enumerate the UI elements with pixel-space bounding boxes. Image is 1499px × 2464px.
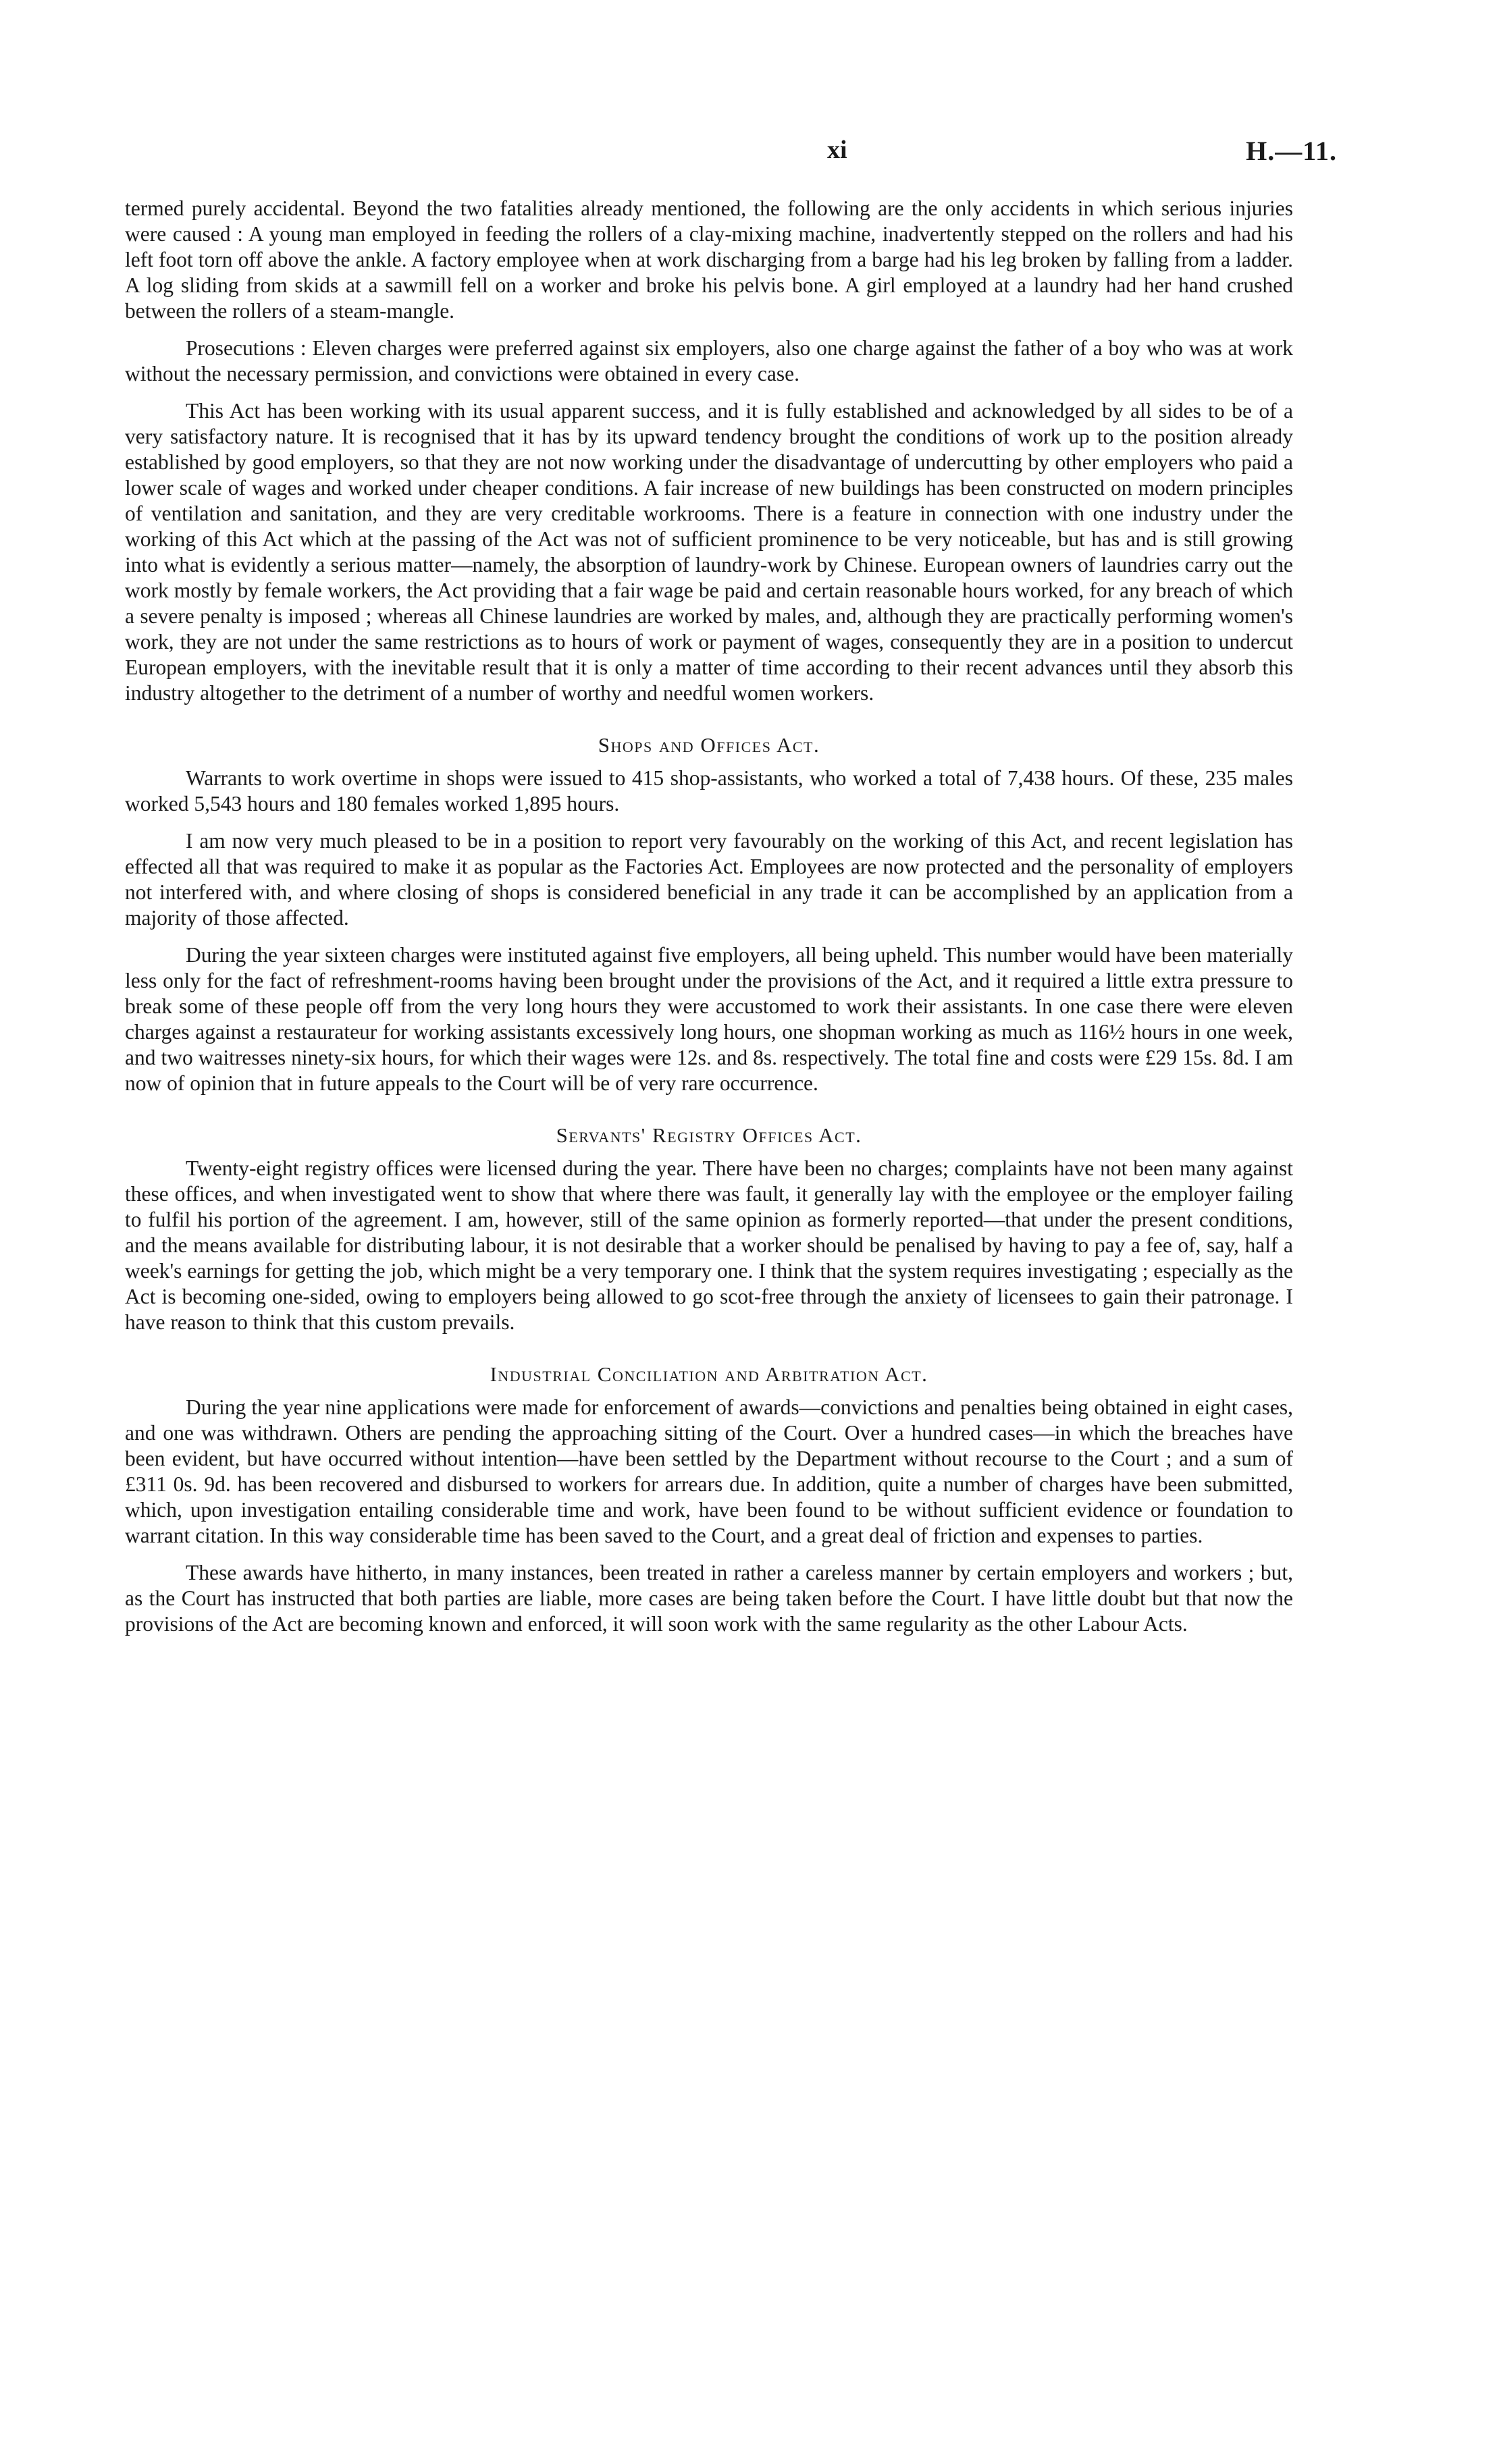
paragraph-act-working: This Act has been working with its usual apparent success, and it is fully established and acknowledged by all sides to be of a very satisfactory nature. It is recognised that it has by its upward tendency brought the conditions of work up to the position already established by good employers, so that they are not now working under the disadvantage of undercutting by other employers who paid a lower scale of wages and worked under cheaper conditions. A fair increase of new buildings has been constructed on modern principles of ventilation and sanitation, and they are very creditable workrooms. There is a feature in connection with one industry under the working of this Act which at the passing of the Act was not of sufficient prominence to be very noticeable, but has and is still growing into what is evidently a serious matter—namely, the absorption of laundry-work by Chinese. European owners of laundries carry out the work mostly by female workers, the Act providing that a fair wage be paid and certain reasonable hours worked, for any breach of which a severe penalty is imposed ; whereas all Chinese laundries are worked by males, and, although they are practically performing women's work, they are not under the same restrictions as to hours of work or payment of wages, consequently they are in a position to undercut European employers, with the inevitable result that it is only a matter of time according to their recent advances until they absorb this industry altogether to the detriment of a number of worthy and needful women workers. — [125, 399, 1293, 705]
paragraph-accidents-continued: termed purely accidental. Beyond the two fatalities already mentioned, the following are the only accidents in which serious injuries were caused : A young man employed in feeding the rollers of a clay-mixing machine, inadvertently stepped on the rollers and had his left foot torn off above the ankle. A factory employee when at work discharging from a barge had his leg broken by falling from a ladder. A log sliding from skids at a sawmill fell on a worker and broke his pelvis bone. A girl employed at a laundry had her hand crushed between the rollers of a steam-mangle. — [125, 196, 1293, 323]
paragraph-prosecutions: Prosecutions : Eleven charges were preferred against six employers, also one charge against the father of a boy who was at work without the necessary permission, and convictions were obtained in every case. — [125, 336, 1293, 385]
page-number: xi — [827, 136, 847, 164]
paragraph-shops-charges: During the year sixteen charges were instituted against five employers, all being upheld. This number would have been materially less only for the fact of refreshment-rooms having been brought under the provisions of the Act, and it required a little extra pressure to break some of these people off from the very long hours they were accustomed to work their assistants. In one case there were eleven charges against a restaurateur for working assistants excessively long hours, one shopman working as much as 116½ hours in one week, and two waitresses ninety-six hours, for which their wages were 12s. and 8s. respectively. The total fine and costs were £29 15s. 8d. I am now of opinion that in future appeals to the Court will be of very rare occurrence. — [125, 943, 1293, 1095]
heading-servants-registry-act: Servants' Registry Offices Act. — [556, 1123, 862, 1147]
body-text — [125, 196, 1293, 1649]
running-header — [125, 135, 1374, 176]
paragraph-awards-treatment: These awards have hitherto, in many instances, been treated in rather a careless manner by certain employers and workers ; but, as the Court has instructed that both parties are liable, more cases are being taken before the Court. I have little doubt but that now the provisions of the Act are becoming known and enforced, it will soon work with the same regularity as the other Labour Acts. — [125, 1561, 1293, 1636]
paragraph-registry-offices: Twenty-eight registry offices were licensed during the year. There have been no charges; complaints have not been many against these offices, and when investigated went to show that where there was fault, it generally lay with the employee or the employer failing to fulfil his portion of the agreement. I am, however, still of the same opinion as formerly reported—that under the present conditions, and the means available for distributing labour, it is not desirable that a worker should be penalised by having to pay a fee of, say, half a week's earnings for getting the job, which might be a very temporary one. I think that the system requires investigating ; especially as the Act is becoming one-sided, owing to employers being allowed to go scot-free through the anxiety of licensees to gain their patronage. I have reason to think that this custom prevails. — [125, 1156, 1293, 1334]
heading-industrial-conciliation-act: Industrial Conciliation and Arbitration Act. — [490, 1362, 928, 1386]
heading-shops-offices-act: Shops and Offices Act. — [598, 733, 820, 757]
paragraph-shops-working: I am now very much pleased to be in a position to report very favourably on the working of this Act, and recent legislation has effected all that was required to make it as popular as the Factories Act. Employees are now protected and the personality of employers not interfered with, and where closing of shops is considered beneficial in any trade it can be accomplished by an application from a majority of those affected. — [125, 829, 1293, 930]
paragraph-award-enforcement: During the year nine applications were made for enforcement of awards—convictions and penalties being obtained in eight cases, and one was withdrawn. Others are pending the approaching sitting of the Court. Over a hundred cases—in which the breaches have been evident, but have occurred without intention—have been settled by the Department without recourse to the Court ; and a sum of £311 0s. 9d. has been recovered and disbursed to workers for arrears due. In addition, quite a number of charges have been submitted, which, upon investigation entailing considerable time and work, have been found to be without sufficient evidence or foundation to warrant citation. In this way considerable time has been saved to the Court, and a great deal of friction and expenses to parties. — [125, 1395, 1293, 1547]
paragraph-overtime-warrants: Warrants to work overtime in shops were issued to 415 shop-assistants, who worked a total of 7,438 hours. Of these, 235 males worked 5,543 hours and 180 females worked 1,895 hours. — [125, 766, 1293, 815]
document-reference: H.—11. — [1246, 136, 1337, 166]
